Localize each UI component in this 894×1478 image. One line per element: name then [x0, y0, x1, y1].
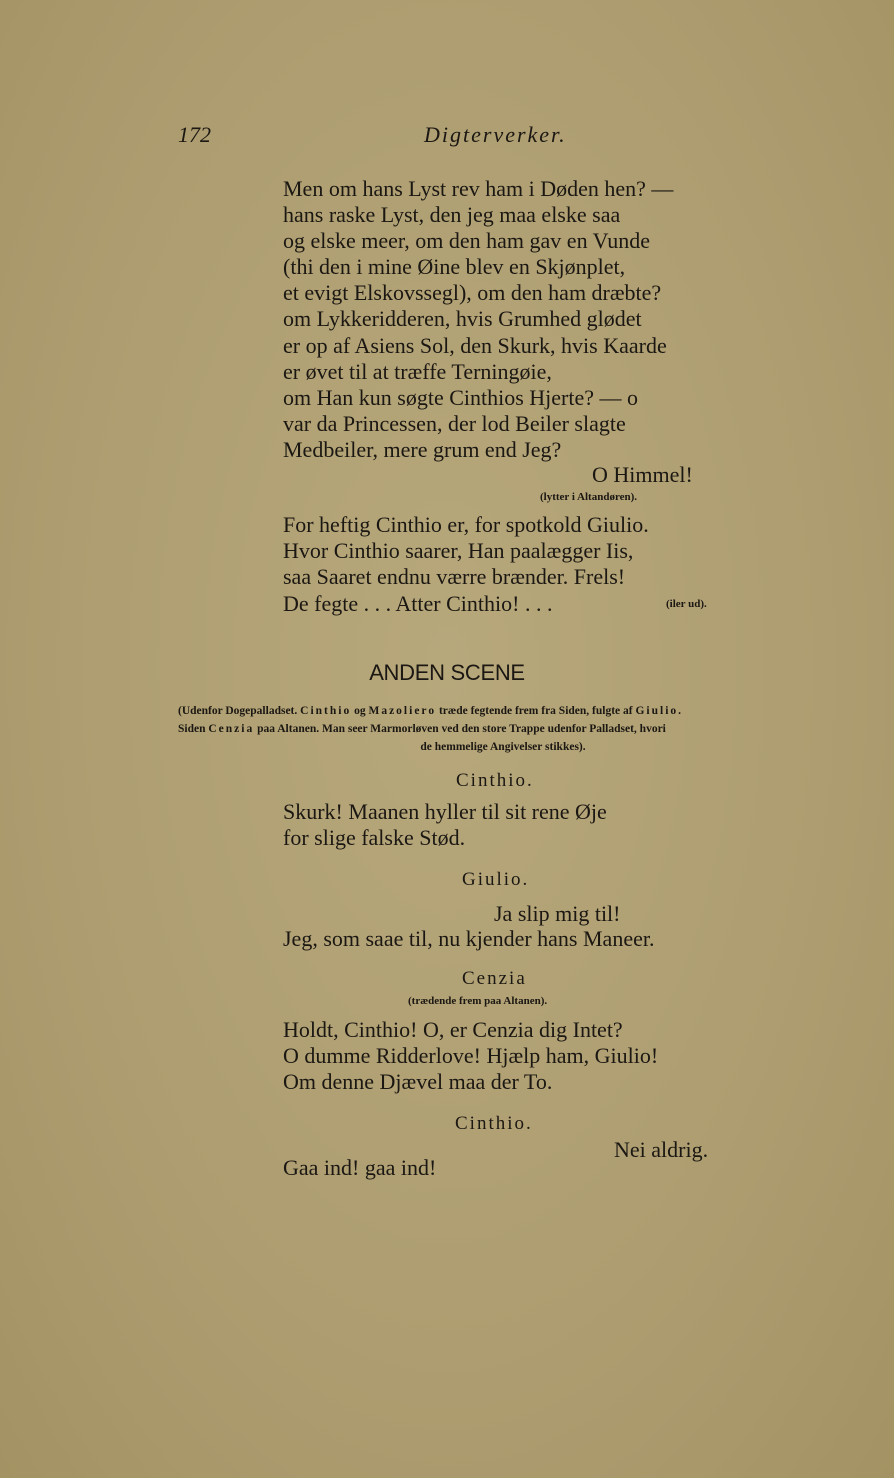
desc-text: og	[354, 705, 366, 717]
desc-text: (Udenfor Dogepalladset.	[178, 705, 298, 717]
dialogue-line: Jeg, som saae til, nu kjender hans Maneer.	[283, 926, 655, 951]
desc-text: Siden	[178, 723, 206, 735]
verse-line: er øvet til at træffe Terningøie,	[283, 358, 552, 384]
desc-name-mazoliero: Mazoliero	[368, 705, 437, 717]
o-himmel-line: O Himmel!	[592, 462, 693, 487]
desc-name-cinthio: Cinthio	[300, 705, 352, 717]
scene-description	[178, 702, 828, 756]
dialogue-line: Skurk! Maanen hyller til sit rene Øje	[283, 799, 607, 824]
desc-text: paa Altanen. Man seer Marmorløven ved den store Trappe udenfor Palladset, hvori	[257, 723, 666, 735]
page-number: 172	[178, 122, 211, 147]
dialogue-line: Nei aldrig.	[614, 1137, 709, 1162]
running-title: Digterverker.	[424, 122, 567, 147]
verse-line: For heftig Cinthio er, for spotkold Giulio.	[283, 512, 649, 537]
verse-line: om Lykkeridderen, hvis Grumhed glødet	[283, 306, 642, 332]
verse-line: saa Saaret endnu værre brænder. Frels!	[283, 564, 626, 590]
verse-line: var da Princessen, der lod Beiler slagte	[283, 410, 626, 436]
verse-passage-2	[283, 512, 649, 590]
verse-line: (thi den i mine Øine blev en Skjønplet,	[283, 254, 626, 280]
dialogue-line: O dumme Ridderlove! Hjælp ham, Giulio!	[283, 1043, 659, 1068]
desc-text: træde fegtende frem fra Siden, fulgte af	[438, 705, 633, 717]
verse-line: Medbeiler, mere grum end Jeg?	[283, 436, 562, 462]
verse-line: Men om hans Lyst rev ham i Døden hen? —	[283, 176, 674, 201]
stage-direction-lytter: (lytter i Altandøren).	[540, 491, 638, 503]
dialogue-line: Om denne Djævel maa der To.	[283, 1069, 553, 1094]
dialogue-line: Holdt, Cinthio! O, er Cenzia dig Intet?	[283, 1017, 623, 1042]
verse-line: og elske meer, om den ham gav en Vunde	[283, 228, 651, 254]
verse-line: Hvor Cinthio saarer, Han paalægger Iis,	[283, 538, 634, 564]
speaker-cinthio: Cinthio.	[455, 1113, 533, 1134]
stage-direction-cenzia: (trædende frem paa Altanen).	[408, 995, 548, 1007]
verse-line: et evigt Elskovssegl), om den ham dræbte?	[283, 280, 662, 306]
verse-line: er op af Asiens Sol, den Skurk, hvis Kaarde	[283, 332, 667, 358]
scene-title: ANDEN SCENE	[369, 660, 525, 685]
dialogue-line: Gaa ind! gaa ind!	[283, 1155, 437, 1180]
dialogue-line: for slige falske Stød.	[283, 825, 466, 850]
dialogue-line: Ja slip mig til!	[494, 901, 621, 926]
verse-line: om Han kun søgte Cinthios Hjerte? — o	[283, 384, 639, 410]
stage-direction-iler: (iler ud).	[666, 598, 707, 610]
desc-text: de hemmelige Angivelser stikkes).	[420, 741, 586, 753]
desc-name-giulio: Giulio.	[635, 705, 684, 717]
desc-name-cenzia: Cenzia	[208, 723, 255, 735]
speaker-cinthio: Cinthio.	[456, 770, 534, 791]
speaker-cenzia: Cenzia	[462, 968, 527, 989]
speaker-giulio: Giulio.	[462, 869, 530, 890]
verse-line: hans raske Lyst, den jeg maa elske saa	[283, 202, 621, 228]
verse-line-last: De fegte . . . Atter Cinthio! . . .	[283, 591, 553, 616]
verse-passage-1	[283, 176, 673, 463]
